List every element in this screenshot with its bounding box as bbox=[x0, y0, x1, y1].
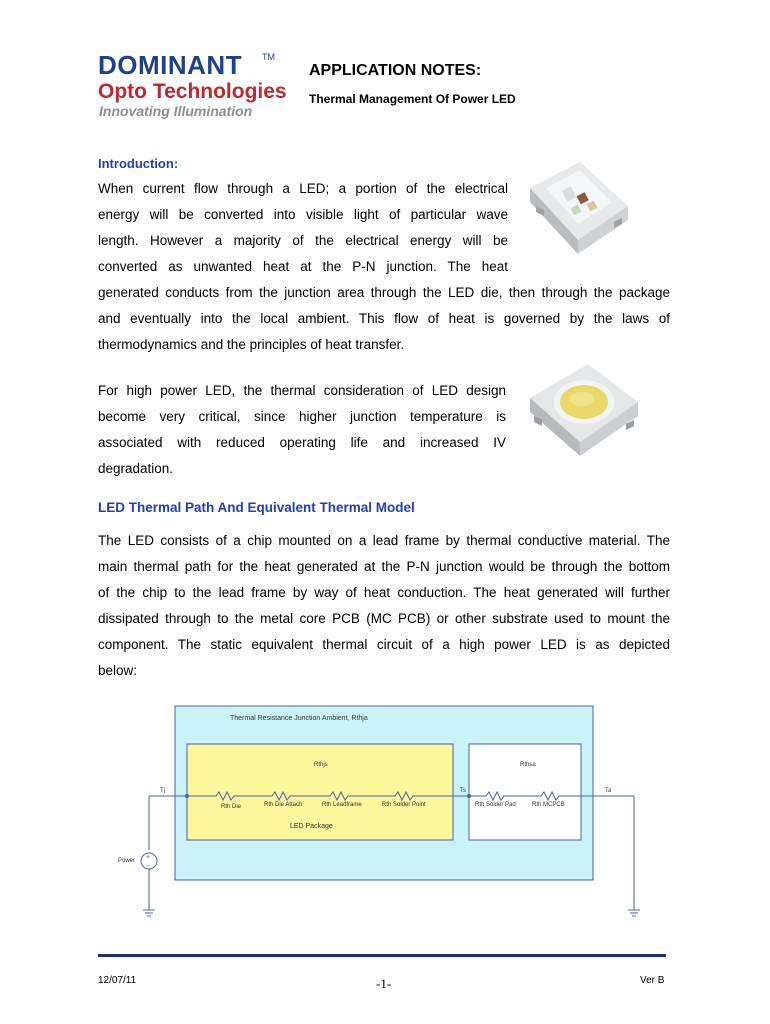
text-line: of the chip to the lead frame by way of heat conduction. The heat generated will further bbox=[98, 585, 670, 600]
text-line: degradation. bbox=[98, 461, 174, 476]
text-line: length. However a majority of the electrical energy will be bbox=[98, 233, 508, 248]
power-plus: + bbox=[146, 854, 151, 861]
ground-icon-right bbox=[628, 910, 640, 916]
package-label: LED Package bbox=[290, 823, 333, 830]
rthsa-label: Rthsa bbox=[520, 762, 536, 768]
resistor-label: Rth Leadframe bbox=[322, 802, 362, 808]
resistor-label: Rth Die bbox=[221, 804, 242, 810]
text-line: component. The static equivalent thermal circuit of a high power LED is as depicted bbox=[98, 637, 670, 652]
resistor-label: Rth Die Attach bbox=[264, 802, 303, 808]
tj-label: Tj bbox=[160, 788, 165, 794]
text-line: For high power LED, the thermal consideration of LED design bbox=[98, 383, 506, 398]
text-line: generated conducts from the junction area through the LED die, then through the package bbox=[98, 285, 670, 300]
text-line: become very critical, since higher junction temperature is bbox=[98, 409, 506, 424]
logo-brand: DOMINANT bbox=[98, 50, 243, 80]
logo-tagline: Innovating Illumination bbox=[99, 103, 253, 119]
text-line: associated with reduced operating life and increased IV bbox=[98, 435, 506, 450]
thermal-path-heading: LED Thermal Path And Equivalent Thermal Model bbox=[98, 500, 415, 515]
ground-icon-left bbox=[143, 910, 155, 916]
text-line: and eventually into the local ambient. This flow of heat is governed by the laws of bbox=[98, 311, 670, 326]
text-line: When current flow through a LED; a portion of the electrical bbox=[98, 181, 508, 196]
footer-page-number: -1- bbox=[376, 976, 392, 991]
text-line: below: bbox=[98, 663, 138, 678]
introduction-heading: Introduction: bbox=[98, 156, 179, 171]
outer-label: Thermal Resistance Junction Ambient, Rthja bbox=[230, 715, 368, 722]
resistor-label: Rth Solder Pad bbox=[475, 802, 516, 808]
text-line: main thermal path for the heat generated at the P-N junction would be through the bottom bbox=[98, 559, 670, 574]
solder-node bbox=[467, 794, 471, 798]
text-line: dissipated through to the metal core PCB (MC PCB) or other substrate used to mount the bbox=[98, 611, 670, 626]
resistor-label: Rth Solder Point bbox=[382, 802, 426, 808]
ta-label: Ta bbox=[605, 788, 612, 794]
rthjs-label: Rthjs bbox=[314, 762, 328, 768]
ts-label: Ts bbox=[460, 788, 466, 794]
resistor-label: Rth MCPCB bbox=[532, 802, 565, 808]
text-line: thermodynamics and the principles of heat transfer. bbox=[98, 337, 405, 352]
document-subtitle: Thermal Management Of Power LED bbox=[309, 92, 516, 106]
substrate-box bbox=[469, 744, 581, 840]
power-label: Power bbox=[118, 858, 136, 864]
footer-date: 12/07/11 bbox=[98, 975, 137, 986]
text-line: converted as unwanted heat at the P-N junction. The heat bbox=[98, 259, 508, 274]
document-title: APPLICATION NOTES: bbox=[309, 62, 482, 79]
logo-subtitle: Opto Technologies bbox=[98, 80, 287, 103]
footer-rule bbox=[98, 954, 666, 957]
text-line: The LED consists of a chip mounted on a lead frame by thermal conductive material. The bbox=[98, 533, 670, 548]
text-line: energy will be converted into visible light of particular wave bbox=[98, 207, 508, 222]
footer-version: Ver B bbox=[640, 975, 665, 986]
power-minus: − bbox=[146, 863, 151, 870]
junction-node bbox=[185, 794, 189, 798]
logo-trademark: TM bbox=[262, 52, 275, 62]
